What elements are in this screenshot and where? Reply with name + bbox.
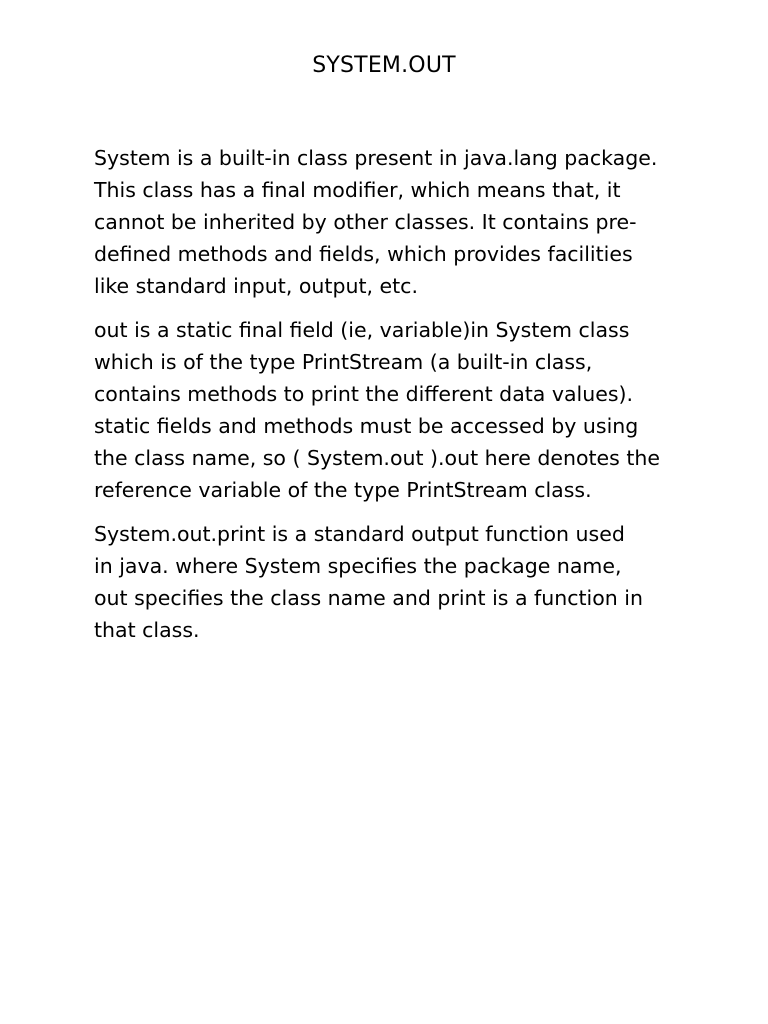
page-title: SYSTEM.OUT <box>312 53 456 78</box>
paragraph-system-class: System is a built-in class present in java.lang package. This class has a final modifier, which means that, it cannot be inherited by other classes. It contains pre- defined methods and fields, which provides facilities like standard input, output, etc. <box>94 146 658 298</box>
paragraph-out-field: out is a static final field (ie, variable)in System class which is of the type PrintStream (a built-in class, contains methods to print the different data values). static fields and methods must be accessed by using the class name, so ( System.out ).out here denotes the reference variable of the type PrintStream class. <box>94 318 661 502</box>
paragraph-system-out-print: System.out.print is a standard output function used in java. where System specifies the package name, out specifies the class name and print is a function in that class. <box>94 522 643 642</box>
